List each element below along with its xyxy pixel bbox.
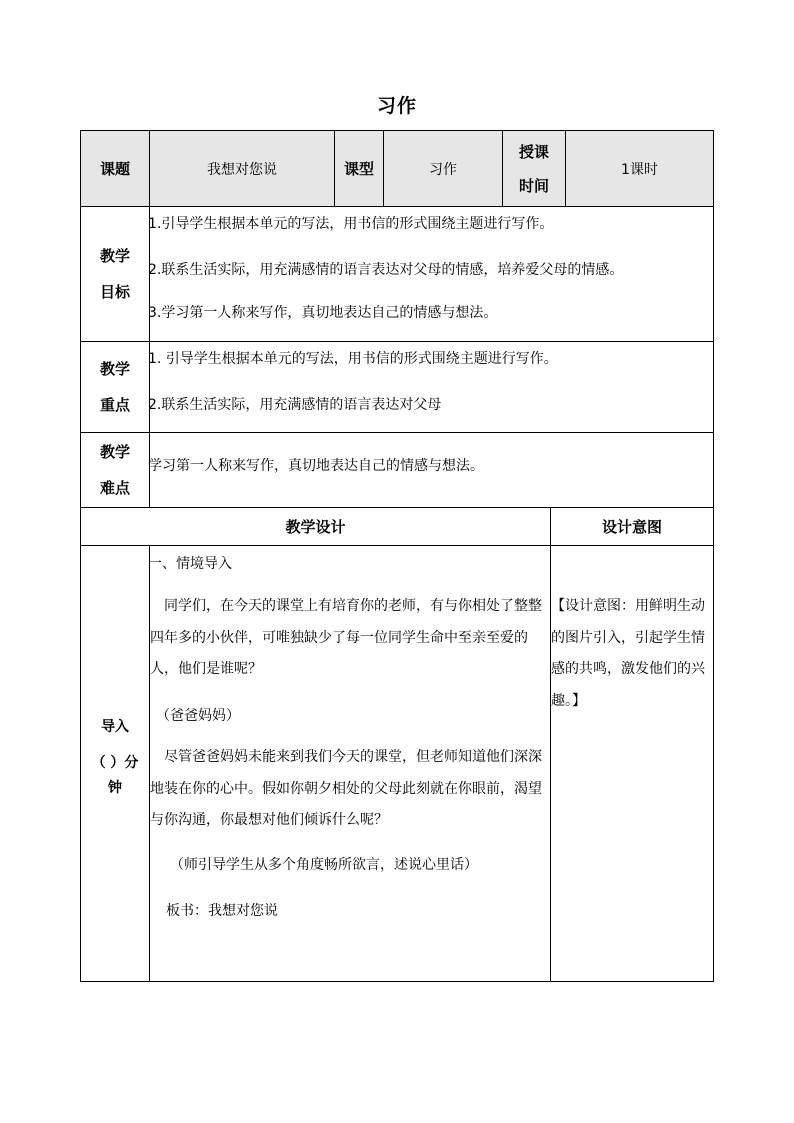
course-value-cell (149, 130, 335, 207)
goals-label-line1: 教学 (99, 247, 130, 265)
time-label-cell (502, 130, 566, 207)
intro-label-line2: （ ）分 (91, 755, 139, 771)
intro-board: 板书：我想对您说 (166, 903, 278, 919)
intro-answer: （爸爸妈妈） (156, 708, 240, 724)
keypoints-label-cell (80, 341, 150, 433)
keypoint-item: 1. 引导学生根据本单元的写法，用书信的形式围绕主题进行写作。 (148, 351, 558, 367)
intro-guide: （师引导学生从多个角度畅所欲言，述说心里话） (170, 857, 478, 873)
type-label-cell (334, 130, 384, 207)
course-label: 课题 (99, 160, 130, 178)
goal-item: 3.学习第一人称来写作，真切地表达自己的情感与想法。 (148, 305, 498, 321)
difficulties-label-cell (80, 432, 150, 508)
time-value: 1课时 (621, 161, 658, 178)
intro-label-line1: 导入 (101, 719, 129, 735)
type-label: 课型 (343, 160, 374, 178)
time-label-line1: 授课 (518, 142, 549, 161)
difficulties-label-line1: 教学 (99, 443, 130, 461)
difficulties-label-line2: 难点 (99, 479, 130, 497)
intro-intent-text: 【设计意图：用鲜明生动的图片引入，引起学生情感的共鸣，激发他们的兴趣。】 (551, 598, 705, 709)
difficulties-text: 学习第一人称来写作，真切地表达自己的情感与想法。 (148, 458, 484, 474)
design-header-label: 教学设计 (285, 518, 346, 536)
type-value: 习作 (429, 161, 457, 178)
time-label-line2: 时间 (518, 176, 549, 195)
goals-label-cell (80, 206, 150, 342)
page-title: 习作 (376, 95, 417, 117)
intent-header-label: 设计意图 (601, 518, 662, 536)
keypoint-item: 2.联系生活实际，用充满感情的语言表达对父母 (148, 397, 442, 413)
intro-paragraph-2: 尽管爸爸妈妈未能来到我们今天的课堂，但老师知道他们深深地装在你的心中。假如你朝夕相处的父母此刻就在你眼前，渴望与你沟通，你最想对他们倾诉什么呢？ (150, 749, 542, 828)
intro-label-line3: 钟 (108, 780, 122, 796)
intent-header-cell (550, 507, 714, 546)
time-value-cell (565, 130, 714, 207)
course-label-cell (80, 130, 150, 207)
type-value-cell (383, 130, 503, 207)
keypoints-label-line2: 重点 (99, 396, 130, 414)
intro-paragraph-1: 同学们，在今天的课堂上有培育你的老师，有与你相处了整整四年多的小伙伴，可唯独缺少了每一位同学生命中至亲至爱的人，他们是谁呢？ (150, 598, 542, 677)
intro-heading: 一、情境导入 (148, 556, 232, 572)
keypoints-label-line1: 教学 (99, 360, 130, 378)
goal-item: 1.引导学生根据本单元的写法，用书信的形式围绕主题进行写作。 (148, 216, 554, 232)
course-value: 我想对您说 (207, 161, 277, 178)
design-header-cell (80, 507, 551, 546)
goals-label-line2: 目标 (99, 283, 130, 301)
goal-item: 2.联系生活实际，用充满感情的语言表达对父母的情感，培养爱父母的情感。 (148, 262, 624, 278)
